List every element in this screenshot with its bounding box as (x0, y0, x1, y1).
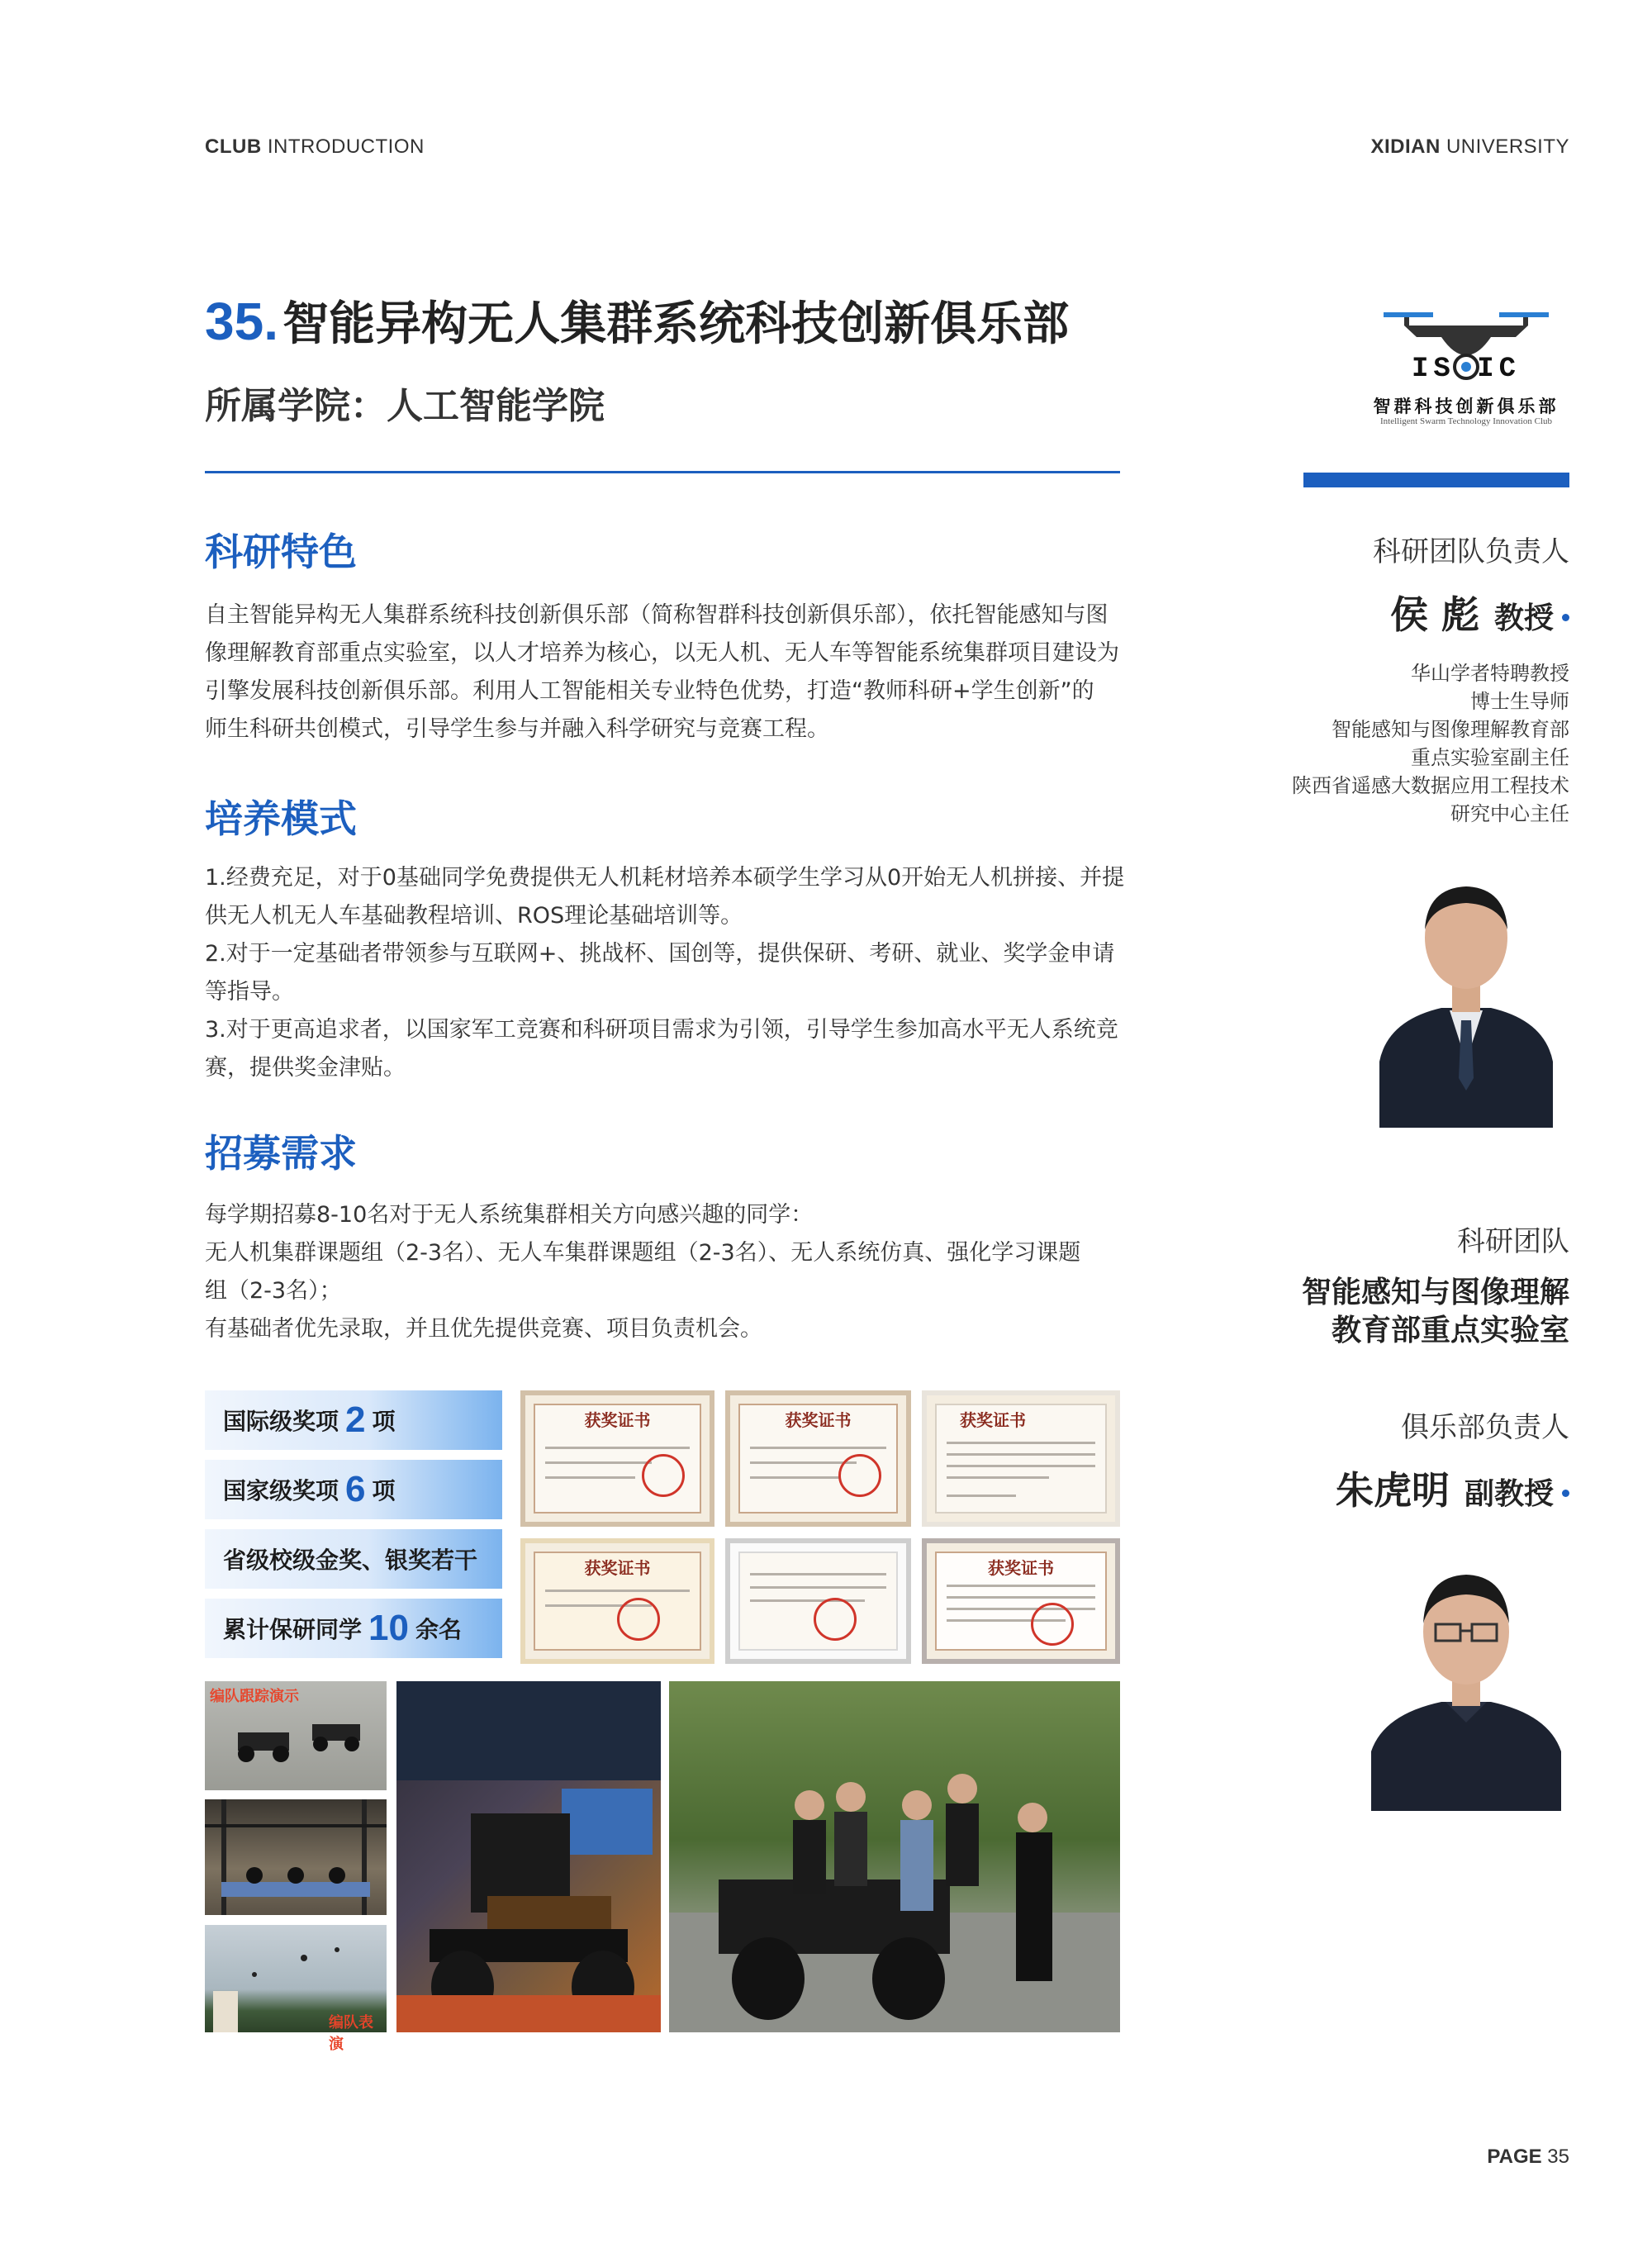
award-postgrad: 累计保研同学 10 余名 (205, 1599, 502, 1658)
award-national: 国家级奖项 6 项 (205, 1460, 502, 1519)
research-paragraph (205, 596, 1130, 748)
recruit-line: 组（2-3名）； (205, 1278, 342, 1304)
title-divider (205, 471, 1120, 473)
leader-label: 科研团队负责人 (1373, 535, 1569, 568)
training-line: 供无人机无人车基础教程培训、ROS理论基础培训等。 (205, 903, 743, 929)
photo-caption: 编队表演 (329, 2014, 373, 2053)
header-right: XIDIAN UNIVERSITY (1370, 135, 1569, 158)
photo-caption: 编队跟踪演示 (210, 1688, 299, 1705)
college-label: 所属学院：人工智能学院 (205, 385, 605, 427)
team-name (1302, 1274, 1569, 1350)
leader-title-line: 华山学者特聘教授 (1411, 662, 1569, 685)
training-line: 等指导。 (205, 979, 294, 1005)
leader-portrait (1363, 855, 1569, 1128)
logo-letters: IS IC (1411, 354, 1521, 385)
leader-title-line: 重点实验室副主任 (1411, 746, 1569, 769)
award-international: 国际级奖项 2 项 (205, 1390, 502, 1450)
club-logo (1363, 297, 1569, 438)
vehicle-exhibit-photo (396, 1681, 661, 2032)
certificate-image: 获奖证书 (725, 1390, 911, 1527)
certificate-image: 获奖证书 (922, 1390, 1120, 1527)
team-label: 科研团队 (1457, 1225, 1569, 1258)
recruit-line: 每学期招募8-10名对于无人系统集群相关方向感兴趣的同学： (205, 1202, 814, 1228)
award-provincial: 省级校级金奖、银奖若干 (205, 1529, 502, 1589)
leader-title-line: 研究中心主任 (1450, 802, 1569, 825)
bullet-dot-icon (1562, 1490, 1569, 1497)
leader-title-line: 智能感知与图像理解教育部 (1332, 718, 1569, 741)
page-number: PAGE 35 (1487, 2146, 1569, 2168)
team-group-photo (669, 1681, 1120, 2032)
leader-titles (1292, 659, 1569, 828)
page-title: 35. 智能异构无人集群系统科技创新俱乐部 (205, 292, 1070, 351)
recruit-line: 有基础者优先录取，并且优先提供竞赛、项目负责机会。 (205, 1316, 762, 1342)
research-line: 师生科研共创模式，引导学生参与并融入科学研究与竞赛工程。 (205, 716, 829, 742)
section-heading-research: 科研特色 (205, 530, 357, 574)
research-line: 自主智能异构无人集群系统科技创新俱乐部（简称智群科技创新俱乐部），依托智能感知与图 (205, 602, 1108, 628)
training-paragraph (205, 859, 1130, 1087)
section-heading-recruit: 招募需求 (205, 1131, 357, 1176)
section-heading-training: 培养模式 (205, 796, 357, 841)
training-line: 1.经费充足，对于0基础同学免费提供无人机耗材培养本硕学生学习从0开始无人机拼接、并提 (205, 865, 1125, 891)
ugv-formation-photo (205, 1681, 387, 1790)
logo-cn: 智群科技创新俱乐部 (1373, 397, 1559, 416)
logo-en: Intelligent Swarm Technology Innovation Club (1380, 416, 1552, 426)
team-name-line: 教育部重点实验室 (1331, 1314, 1569, 1347)
right-accent-bar (1303, 473, 1569, 487)
leader-title-line: 博士生导师 (1470, 690, 1569, 713)
drone-show-photo (205, 1925, 387, 2053)
club-leader-label: 俱乐部负责人 (1401, 1411, 1569, 1444)
certificate-image (725, 1538, 911, 1664)
club-leader-name: 朱虎明 副教授 (1336, 1461, 1569, 1515)
research-line: 像理解教育部重点实验室，以人才培养为核心，以无人机、无人车等智能系统集群项目建设为 (205, 640, 1119, 666)
training-line: 2.对于一定基础者带领参与互联网+、挑战杯、国创等，提供保研、考研、就业、奖学金申请 (205, 941, 1115, 967)
header-left: CLUB INTRODUCTION (205, 135, 425, 158)
club-leader-portrait (1363, 1545, 1569, 1811)
certificate-image: 获奖证书 (520, 1538, 714, 1664)
lab-drones-photo (205, 1799, 387, 1915)
training-line: 3.对于更高追求者，以国家军工竞赛和科研项目需求为引领，引导学生参加高水平无人系统竞 (205, 1017, 1118, 1043)
training-line: 赛，提供奖金津贴。 (205, 1055, 406, 1081)
certificate-image: 获奖证书 (520, 1390, 714, 1527)
team-name-line: 智能感知与图像理解 (1301, 1276, 1569, 1309)
certificate-image: 获奖证书 (922, 1538, 1120, 1664)
leader-name: 侯 彪 教授 (1390, 585, 1569, 639)
recruit-line: 无人机集群课题组（2-3名）、无人车集群课题组（2-3名）、无人系统仿真、强化学习课题 (205, 1240, 1081, 1266)
leader-title-line: 陕西省遥感大数据应用工程技术 (1292, 774, 1569, 797)
bullet-dot-icon (1562, 614, 1569, 621)
recruit-paragraph (205, 1196, 1130, 1348)
research-line: 引擎发展科技创新俱乐部。利用人工智能相关专业特色优势，打造“教师科研+学生创新”的 (205, 678, 1094, 704)
